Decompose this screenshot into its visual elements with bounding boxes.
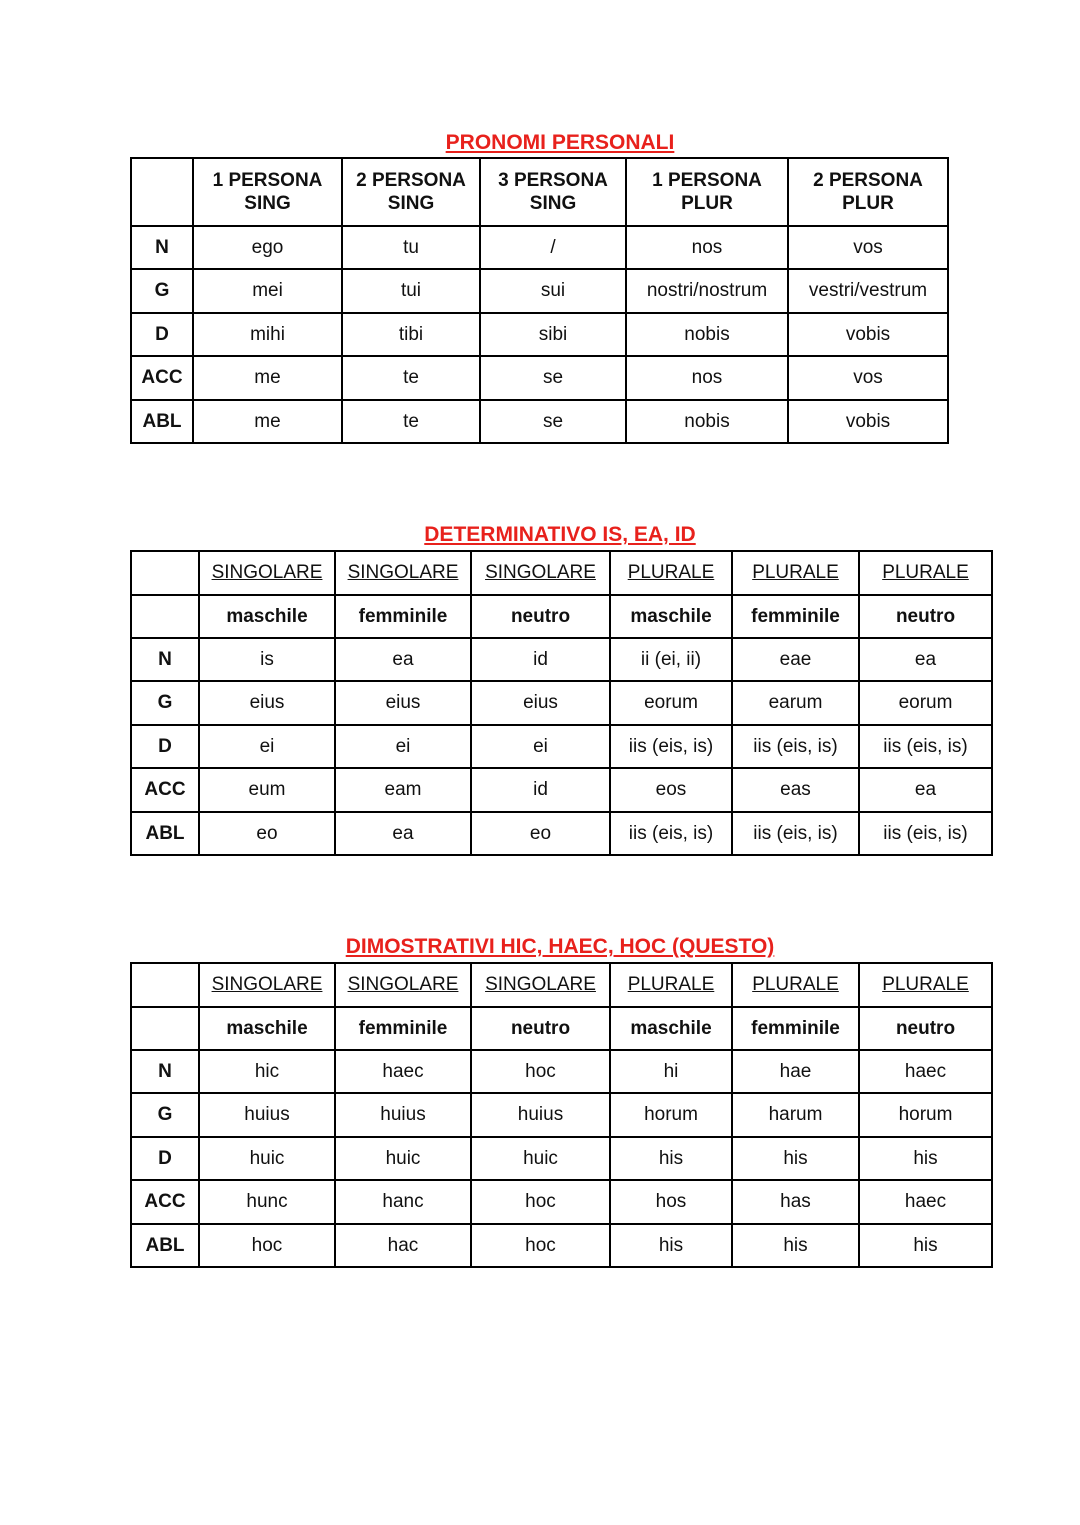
table-row bbox=[131, 226, 948, 269]
table-cell: is bbox=[199, 638, 335, 681]
case-label: N bbox=[131, 226, 193, 269]
table-cell: nos bbox=[626, 356, 788, 400]
personali-table bbox=[130, 157, 949, 444]
table-row bbox=[131, 681, 992, 725]
table-row bbox=[131, 1050, 992, 1093]
table-cell: eius bbox=[199, 681, 335, 725]
table-cell: mihi bbox=[193, 313, 342, 356]
gender-header: neutro bbox=[471, 595, 610, 638]
table-cell: nos bbox=[626, 226, 788, 269]
gender-header: maschile bbox=[610, 1007, 732, 1050]
table-cell: eorum bbox=[610, 681, 732, 725]
table-cell: his bbox=[859, 1137, 992, 1180]
table-cell: his bbox=[732, 1137, 859, 1180]
table-cell: hanc bbox=[335, 1180, 471, 1224]
table-cell: eo bbox=[199, 812, 335, 855]
table-row bbox=[131, 725, 992, 768]
gender-header: femminile bbox=[732, 1007, 859, 1050]
table-cell: nobis bbox=[626, 313, 788, 356]
number-header: PLURALE bbox=[732, 551, 859, 595]
table-cell: haec bbox=[335, 1050, 471, 1093]
personali-header-row bbox=[131, 158, 948, 226]
gender-header: neutro bbox=[471, 1007, 610, 1050]
table-cell: huius bbox=[199, 1093, 335, 1137]
case-label: ABL bbox=[131, 812, 199, 855]
table-cell: his bbox=[610, 1224, 732, 1267]
table-cell: se bbox=[480, 356, 626, 400]
case-label: G bbox=[131, 681, 199, 725]
dimostrativi-table bbox=[130, 962, 993, 1268]
table-cell: hic bbox=[199, 1050, 335, 1093]
table-cell: eum bbox=[199, 768, 335, 812]
header-cell: 1 PERSONA SING bbox=[193, 158, 342, 226]
table-cell: hoc bbox=[471, 1224, 610, 1267]
table-cell: vos bbox=[788, 356, 948, 400]
gender-header: maschile bbox=[199, 595, 335, 638]
table-cell: me bbox=[193, 356, 342, 400]
table-row bbox=[131, 313, 948, 356]
number-header: SINGOLARE bbox=[471, 551, 610, 595]
gender-header: neutro bbox=[859, 595, 992, 638]
number-header: PLURALE bbox=[859, 963, 992, 1007]
case-label: G bbox=[131, 269, 193, 313]
table-row bbox=[131, 400, 948, 443]
table-cell: iis (eis, is) bbox=[859, 812, 992, 855]
table-row bbox=[131, 1093, 992, 1137]
table-cell: eius bbox=[471, 681, 610, 725]
case-label: N bbox=[131, 638, 199, 681]
table-row bbox=[131, 1224, 992, 1267]
table-cell: haec bbox=[859, 1050, 992, 1093]
table-cell: huic bbox=[199, 1137, 335, 1180]
case-label: D bbox=[131, 313, 193, 356]
table-cell: tu bbox=[342, 226, 480, 269]
determinativo-title: DETERMINATIVO IS, EA, ID bbox=[424, 523, 696, 546]
gender-header: femminile bbox=[732, 595, 859, 638]
table-cell: horum bbox=[859, 1093, 992, 1137]
table-cell: eas bbox=[732, 768, 859, 812]
case-label: D bbox=[131, 1137, 199, 1180]
number-header: PLURALE bbox=[610, 551, 732, 595]
table-cell: nostri/nostrum bbox=[626, 269, 788, 313]
table-cell: ei bbox=[199, 725, 335, 768]
table-cell: ii (ei, ii) bbox=[610, 638, 732, 681]
number-header: PLURALE bbox=[610, 963, 732, 1007]
table-row bbox=[131, 356, 948, 400]
table-cell: his bbox=[732, 1224, 859, 1267]
table-cell: hos bbox=[610, 1180, 732, 1224]
gender-header: neutro bbox=[859, 1007, 992, 1050]
table-cell: eorum bbox=[859, 681, 992, 725]
table-row bbox=[131, 768, 992, 812]
personali-title: PRONOMI PERSONALI bbox=[445, 131, 675, 154]
table-cell: huic bbox=[335, 1137, 471, 1180]
table-cell: te bbox=[342, 356, 480, 400]
table-cell: te bbox=[342, 400, 480, 443]
table-cell: iis (eis, is) bbox=[859, 725, 992, 768]
gender-header: femminile bbox=[335, 595, 471, 638]
table-cell: vestri/vestrum bbox=[788, 269, 948, 313]
table-cell: ei bbox=[471, 725, 610, 768]
table-cell: ea bbox=[859, 638, 992, 681]
table-cell: iis (eis, is) bbox=[732, 725, 859, 768]
table-cell: huius bbox=[471, 1093, 610, 1137]
number-header: PLURALE bbox=[732, 963, 859, 1007]
table-cell: tui bbox=[342, 269, 480, 313]
table-row bbox=[131, 1137, 992, 1180]
gender-header: femminile bbox=[335, 1007, 471, 1050]
table-cell: hoc bbox=[471, 1180, 610, 1224]
table-cell: / bbox=[480, 226, 626, 269]
number-header: SINGOLARE bbox=[335, 551, 471, 595]
table-row bbox=[131, 812, 992, 855]
table-cell: mei bbox=[193, 269, 342, 313]
table-cell: hoc bbox=[199, 1224, 335, 1267]
gender-header-row bbox=[131, 1007, 992, 1050]
table-row bbox=[131, 269, 948, 313]
table-cell: id bbox=[471, 638, 610, 681]
table-cell: eo bbox=[471, 812, 610, 855]
gender-header-row bbox=[131, 595, 992, 638]
table-cell: iis (eis, is) bbox=[610, 725, 732, 768]
table-cell: hac bbox=[335, 1224, 471, 1267]
table-cell: sui bbox=[480, 269, 626, 313]
gender-header: maschile bbox=[610, 595, 732, 638]
table-cell: his bbox=[859, 1224, 992, 1267]
header-cell: 2 PERSONA PLUR bbox=[788, 158, 948, 226]
corner-cell bbox=[131, 158, 193, 226]
table-cell: hi bbox=[610, 1050, 732, 1093]
table-cell: ea bbox=[859, 768, 992, 812]
table-cell: eae bbox=[732, 638, 859, 681]
header-cell: 1 PERSONA PLUR bbox=[626, 158, 788, 226]
table-cell: eius bbox=[335, 681, 471, 725]
number-header: SINGOLARE bbox=[471, 963, 610, 1007]
table-cell: eam bbox=[335, 768, 471, 812]
case-label: ACC bbox=[131, 356, 193, 400]
number-header-row bbox=[131, 963, 992, 1007]
table-cell: iis (eis, is) bbox=[610, 812, 732, 855]
case-label: G bbox=[131, 1093, 199, 1137]
table-cell: se bbox=[480, 400, 626, 443]
gender-header: maschile bbox=[199, 1007, 335, 1050]
corner-cell bbox=[131, 1007, 199, 1050]
header-cell: 2 PERSONA SING bbox=[342, 158, 480, 226]
table-cell: nobis bbox=[626, 400, 788, 443]
corner-cell bbox=[131, 551, 199, 595]
number-header: PLURALE bbox=[859, 551, 992, 595]
dimostrativi-title: DIMOSTRATIVI HIC, HAEC, HOC (QUESTO) bbox=[345, 935, 775, 958]
case-label: ACC bbox=[131, 1180, 199, 1224]
table-cell: vos bbox=[788, 226, 948, 269]
case-label: ACC bbox=[131, 768, 199, 812]
header-cell: 3 PERSONA SING bbox=[480, 158, 626, 226]
table-cell: ea bbox=[335, 812, 471, 855]
table-cell: horum bbox=[610, 1093, 732, 1137]
table-cell: huic bbox=[471, 1137, 610, 1180]
table-cell: hoc bbox=[471, 1050, 610, 1093]
table-cell: iis (eis, is) bbox=[732, 812, 859, 855]
number-header: SINGOLARE bbox=[335, 963, 471, 1007]
case-label: ABL bbox=[131, 1224, 199, 1267]
case-label: ABL bbox=[131, 400, 193, 443]
table-cell: vobis bbox=[788, 313, 948, 356]
table-row bbox=[131, 638, 992, 681]
table-cell: haec bbox=[859, 1180, 992, 1224]
table-cell: ea bbox=[335, 638, 471, 681]
number-header: SINGOLARE bbox=[199, 963, 335, 1007]
corner-cell bbox=[131, 595, 199, 638]
table-cell: ei bbox=[335, 725, 471, 768]
table-cell: ego bbox=[193, 226, 342, 269]
table-cell: me bbox=[193, 400, 342, 443]
table-cell: earum bbox=[732, 681, 859, 725]
table-cell: eos bbox=[610, 768, 732, 812]
table-cell: tibi bbox=[342, 313, 480, 356]
number-header-row bbox=[131, 551, 992, 595]
table-cell: has bbox=[732, 1180, 859, 1224]
determinativo-table bbox=[130, 550, 993, 856]
table-cell: his bbox=[610, 1137, 732, 1180]
case-label: D bbox=[131, 725, 199, 768]
table-row bbox=[131, 1180, 992, 1224]
table-cell: huius bbox=[335, 1093, 471, 1137]
number-header: SINGOLARE bbox=[199, 551, 335, 595]
table-cell: hae bbox=[732, 1050, 859, 1093]
table-cell: sibi bbox=[480, 313, 626, 356]
table-cell: vobis bbox=[788, 400, 948, 443]
corner-cell bbox=[131, 963, 199, 1007]
case-label: N bbox=[131, 1050, 199, 1093]
table-cell: hunc bbox=[199, 1180, 335, 1224]
table-cell: id bbox=[471, 768, 610, 812]
table-cell: harum bbox=[732, 1093, 859, 1137]
